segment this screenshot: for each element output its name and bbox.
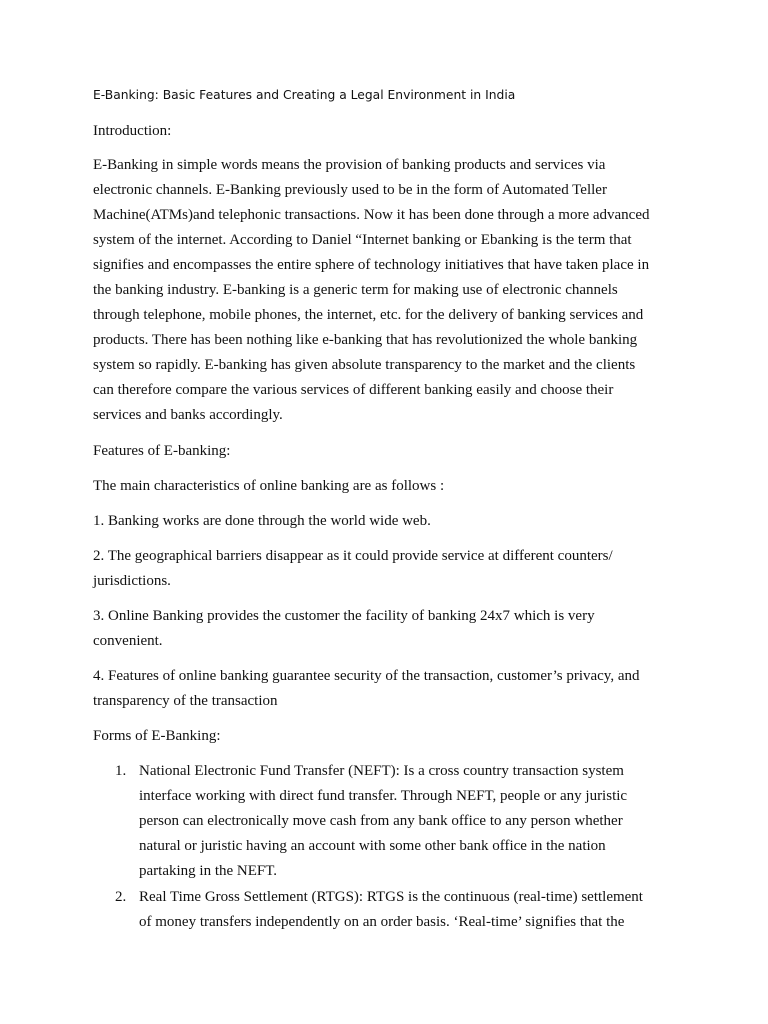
paragraph-line: services and banks accordingly. [93,407,283,423]
list-item-text [139,759,679,884]
paragraph-line: through telephone, mobile phones, the internet, etc. for the delivery of banking services and [93,307,644,323]
feature-item-1: 1. Banking works are done through the world wide web. [93,513,431,529]
paragraph-line: system of the internet. According to Daniel “Internet banking or Ebanking is the term that [93,232,632,248]
feature-line: 4. Features of online banking guarantee security of the transaction, customer’s privacy, and [93,668,640,684]
feature-item-4 [93,664,683,714]
list-number: 1. [115,763,127,779]
paragraph-line: signifies and encompasses the entire sphere of technology initiatives that have taken place in [93,257,650,273]
feature-item-3 [93,604,683,654]
features-intro: The main characteristics of online banking are as follows : [93,478,445,494]
list-line: National Electronic Fund Transfer (NEFT): Is a cross country transaction system [139,763,624,779]
paragraph-line: can therefore compare the various services of different banking easily and choose their [93,382,614,398]
paragraph-line: the banking industry. E-banking is a generic term for making use of electronic channels [93,282,618,298]
introduction-heading: Introduction: [93,123,172,139]
document-title: E-Banking: Basic Features and Creating a Legal Environment in India [93,88,516,102]
feature-line: 3. Online Banking provides the customer the facility of banking 24x7 which is very [93,608,595,624]
introduction-paragraph [93,153,683,428]
paragraph-line: E-Banking in simple words means the provision of banking products and services via [93,157,606,173]
list-line: person can electronically move cash from any bank office to any person whether [139,813,623,829]
forms-heading: Forms of E-Banking: [93,728,221,744]
feature-line: transparency of the transaction [93,693,278,709]
feature-line: 2. The geographical barriers disappear as it could provide service at different counters/ [93,548,613,564]
list-line: partaking in the NEFT. [139,863,278,879]
paragraph-line: Machine(ATMs)and telephonic transactions. Now it has been done through a more advanced [93,207,650,223]
feature-item-2 [93,544,683,594]
paragraph-line: products. There has been nothing like e-banking that has revolutionized the whole banking [93,332,638,348]
list-item-text [139,885,679,935]
feature-line: jurisdictions. [93,573,171,589]
list-line: interface working with direct fund transfer. Through NEFT, people or any juristic [139,788,628,804]
list-line: of money transfers independently on an order basis. ‘Real-time’ signifies that the [139,914,625,930]
paragraph-line: electronic channels. E-Banking previously used to be in the form of Automated Teller [93,182,607,198]
list-line: Real Time Gross Settlement (RTGS): RTGS is the continuous (real-time) settlement [139,889,643,905]
feature-line: convenient. [93,633,163,649]
list-number: 2. [115,889,127,905]
features-heading: Features of E-banking: [93,443,231,459]
paragraph-line: system so rapidly. E-banking has given absolute transparency to the market and the clients [93,357,636,373]
list-line: natural or juristic having an account with some other bank office in the nation [139,838,606,854]
